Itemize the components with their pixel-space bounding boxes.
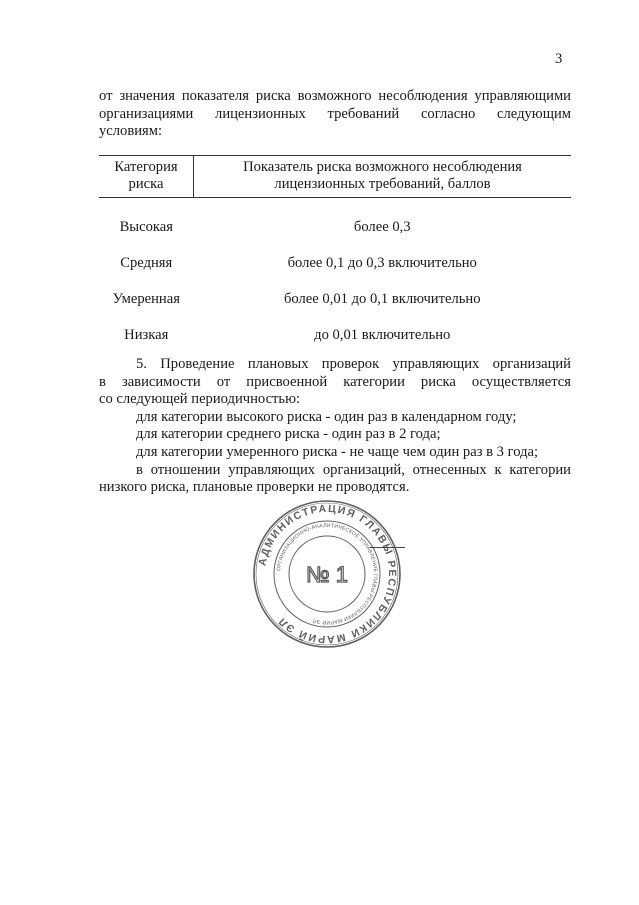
row-category: Высокая [119,219,173,236]
seal-center-number: № 1 [306,562,348,587]
header-indicator [194,156,572,198]
paragraph-line: для категории среднего риска - один раз в 2 года; [136,426,441,443]
page-number: 3 [555,51,563,67]
official-seal [252,499,402,649]
risk-category-table [99,155,571,354]
point-5-paragraph [99,356,571,497]
row-value: до 0,01 включительно [314,327,451,344]
row-value: более 0,1 до 0,3 включительно [287,255,477,272]
row-category: Умеренная [112,291,180,308]
paragraph-line: для категории высокого риска - один раз в календарном году; [136,408,517,425]
table-header-row [99,156,571,198]
intro-line: организациями лицензионных требований согласно следующим [99,105,571,122]
intro-line: от значения показателя риска возможного несоблюдения управляющими [99,88,571,104]
header-indicator-line: Показатель риска возможного несоблюдения [243,159,522,175]
paragraph-line: в зависимости от присвоенной категории риска осуществляется [99,373,571,390]
paragraph-line: для категории умеренного риска - не чаще чем один раз в 3 года; [136,443,539,460]
table-row [99,246,571,282]
header-category [99,156,194,198]
row-category: Средняя [120,255,173,272]
table-row [99,282,571,318]
seal-inner-textpath: ОРГАНИЗАЦИОННО-АНАЛИТИЧЕСКОЕ УПРАВЛЕНИЕ ГЛАВЫ РЕСПУБЛИКИ МАРИЙ ЭЛ [276,522,379,626]
row-value: более 0,3 [353,219,411,236]
row-value: более 0,01 до 0,1 включительно [283,291,481,308]
row-category: Низкая [124,327,169,344]
paragraph-line: со следующей периодичностью: [99,391,301,408]
paragraph-line: в отношении управляющих организаций, отнесенных к категории [136,461,571,478]
paragraph-line: низкого риска, плановые проверки не проводятся. [99,479,410,496]
table-row [99,198,571,247]
paragraph-line: 5. Проведение плановых проверок управляющих организаций [136,356,571,372]
table-row [99,318,571,354]
seal-outer-textpath: АДМИНИСТРАЦИЯ ГЛАВЫ РЕСПУБЛИКИ МАРИЙ ЭЛ [256,502,399,646]
header-category-line: риска [128,176,164,192]
header-category-line: Категория [114,159,178,175]
intro-paragraph [99,88,571,141]
intro-line: условиям: [99,123,163,140]
header-indicator-line: лицензионных требований, баллов [274,176,491,192]
